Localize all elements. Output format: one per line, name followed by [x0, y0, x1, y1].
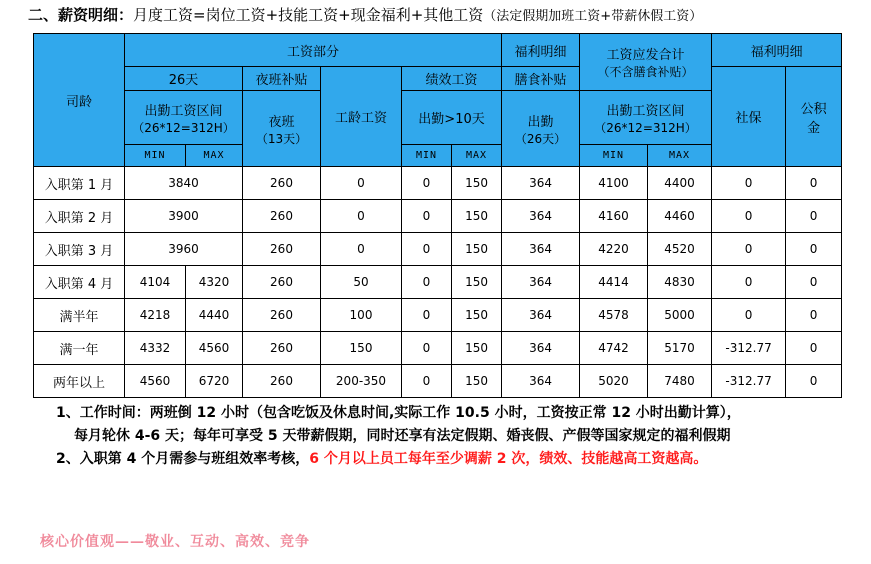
cell-meal: 364 — [502, 332, 580, 365]
title-formula: 月度工资=岗位工资+技能工资+现金福利+其他工资 — [133, 6, 484, 24]
note-work-time: 1、工作时间：两班倒 12 小时（包含吃饭及休息时间,实际工作 10.5 小时，工资按正常 12 小时出勤计算）， — [56, 405, 741, 421]
cell-base-max: 4320 — [186, 266, 243, 299]
cell-social: 0 — [712, 200, 786, 233]
table-row — [34, 365, 842, 398]
cell-base-max: 4560 — [186, 332, 243, 365]
cell-total-max: 5170 — [648, 332, 712, 365]
cell-fund: 0 — [786, 266, 842, 299]
core-values: 核心价值观——敬业、互动、高效、竞争 — [40, 534, 310, 550]
table-row — [34, 266, 842, 299]
cell-perf-min: 0 — [402, 200, 452, 233]
header-perf-min: MIN — [402, 145, 452, 167]
cell-meal: 364 — [502, 266, 580, 299]
cell-seniority: 0 — [321, 200, 402, 233]
cell-base: 3900 — [125, 200, 243, 233]
cell-base-max: 4440 — [186, 299, 243, 332]
header-total-min: MIN — [580, 145, 648, 167]
cell-total-max: 7480 — [648, 365, 712, 398]
cell-seniority: 200-350 — [321, 365, 402, 398]
cell-seniority: 150 — [321, 332, 402, 365]
cell-perf-max: 150 — [452, 167, 502, 200]
cell-night: 260 — [243, 365, 321, 398]
cell-social: 0 — [712, 266, 786, 299]
header-social-security: 社保 — [712, 67, 786, 167]
cell-perf-max: 150 — [452, 233, 502, 266]
cell-night: 260 — [243, 200, 321, 233]
header-performance-wage: 绩效工资 — [402, 67, 502, 91]
cell-base: 3960 — [125, 233, 243, 266]
header-meal-subsidy: 膳食补贴 — [502, 67, 580, 91]
notes — [56, 402, 741, 471]
cell-fund: 0 — [786, 167, 842, 200]
header-attendance-range: 出勤工资区间 （26*12=312H） — [125, 91, 243, 145]
header-perf-max: MAX — [452, 145, 502, 167]
cell-social: 0 — [712, 167, 786, 200]
note-assessment — [56, 448, 741, 471]
header-total-max: MAX — [648, 145, 712, 167]
cell-perf-min: 0 — [402, 167, 452, 200]
cell-total-max: 4830 — [648, 266, 712, 299]
header-seniority: 司龄 — [34, 34, 125, 167]
cell-meal: 364 — [502, 167, 580, 200]
cell-base-min: 4560 — [125, 365, 186, 398]
title-paren: （法定假期加班工资+带薪休假工资） — [483, 9, 703, 24]
cell-total-min: 4220 — [580, 233, 648, 266]
cell-perf-min: 0 — [402, 299, 452, 332]
cell-fund: 0 — [786, 365, 842, 398]
header-min: MIN — [125, 145, 186, 167]
cell-perf-min: 0 — [402, 332, 452, 365]
cell-total-min: 4100 — [580, 167, 648, 200]
header-total-wage: 工资应发合计 （不含膳食补贴） — [580, 34, 712, 91]
note-raise-text: 6 个月以上员工每年至少调薪 2 次，绩效、技能越高工资越高。 — [309, 451, 708, 467]
cell-total-max: 4460 — [648, 200, 712, 233]
header-max: MAX — [186, 145, 243, 167]
header-attendance: 出勤 （26天） — [502, 91, 580, 167]
cell-perf-min: 0 — [402, 365, 452, 398]
note-assessment-text: 2、入职第 4 个月需参与班组效率考核， — [56, 451, 310, 467]
row-label: 入职第 2 月 — [34, 200, 125, 233]
title-prefix: 二、薪资明细： — [28, 6, 134, 24]
cell-seniority: 0 — [321, 233, 402, 266]
header-welfare-detail: 福利明细 — [502, 34, 580, 67]
cell-seniority: 50 — [321, 266, 402, 299]
table-row — [34, 233, 842, 266]
cell-social: 0 — [712, 299, 786, 332]
cell-night: 260 — [243, 299, 321, 332]
header-attendance-over-10: 出勤>10天 — [402, 91, 502, 145]
cell-fund: 0 — [786, 200, 842, 233]
cell-total-min: 4160 — [580, 200, 648, 233]
cell-base-max: 6720 — [186, 365, 243, 398]
cell-seniority: 0 — [321, 167, 402, 200]
header-seniority-wage: 工龄工资 — [321, 67, 402, 167]
header-wage-part: 工资部分 — [125, 34, 502, 67]
cell-meal: 364 — [502, 299, 580, 332]
cell-base-min: 4218 — [125, 299, 186, 332]
cell-perf-max: 150 — [452, 332, 502, 365]
cell-night: 260 — [243, 266, 321, 299]
table-row — [34, 200, 842, 233]
cell-fund: 0 — [786, 233, 842, 266]
cell-social: 0 — [712, 233, 786, 266]
cell-perf-max: 150 — [452, 299, 502, 332]
row-label: 入职第 4 月 — [34, 266, 125, 299]
header-26-days: 26天 — [125, 67, 243, 91]
cell-perf-max: 150 — [452, 200, 502, 233]
cell-seniority: 100 — [321, 299, 402, 332]
cell-meal: 364 — [502, 233, 580, 266]
header-night-shift: 夜班 （13天） — [243, 91, 321, 167]
cell-base-min: 4332 — [125, 332, 186, 365]
section-title — [28, 4, 702, 25]
table-row — [34, 167, 842, 200]
cell-night: 260 — [243, 233, 321, 266]
salary-table — [33, 33, 842, 398]
cell-total-min: 4742 — [580, 332, 648, 365]
cell-base: 3840 — [125, 167, 243, 200]
row-label: 入职第 3 月 — [34, 233, 125, 266]
cell-total-min: 4578 — [580, 299, 648, 332]
header-housing-fund: 公积 金 — [786, 67, 842, 167]
cell-perf-max: 150 — [452, 365, 502, 398]
cell-total-min: 5020 — [580, 365, 648, 398]
row-label: 两年以上 — [34, 365, 125, 398]
table-row — [34, 332, 842, 365]
cell-total-min: 4414 — [580, 266, 648, 299]
cell-meal: 364 — [502, 200, 580, 233]
cell-perf-max: 150 — [452, 266, 502, 299]
header-welfare-detail-2: 福利明细 — [712, 34, 842, 67]
cell-fund: 0 — [786, 299, 842, 332]
cell-social: -312.77 — [712, 365, 786, 398]
header-attendance-range-2: 出勤工资区间 （26*12=312H） — [580, 91, 712, 145]
row-label: 满一年 — [34, 332, 125, 365]
cell-night: 260 — [243, 167, 321, 200]
header-night-subsidy: 夜班补贴 — [243, 67, 321, 91]
note-holidays: 每月轮休 4-6 天；每年可享受 5 天带薪假期，同时还享有法定假期、婚丧假、产假等国家规定的福利假期 — [74, 428, 731, 444]
cell-perf-min: 0 — [402, 233, 452, 266]
cell-night: 260 — [243, 332, 321, 365]
cell-social: -312.77 — [712, 332, 786, 365]
table-row — [34, 299, 842, 332]
cell-perf-min: 0 — [402, 266, 452, 299]
cell-total-max: 5000 — [648, 299, 712, 332]
cell-total-max: 4400 — [648, 167, 712, 200]
cell-base-min: 4104 — [125, 266, 186, 299]
cell-fund: 0 — [786, 332, 842, 365]
cell-meal: 364 — [502, 365, 580, 398]
row-label: 满半年 — [34, 299, 125, 332]
row-label: 入职第 1 月 — [34, 167, 125, 200]
cell-total-max: 4520 — [648, 233, 712, 266]
